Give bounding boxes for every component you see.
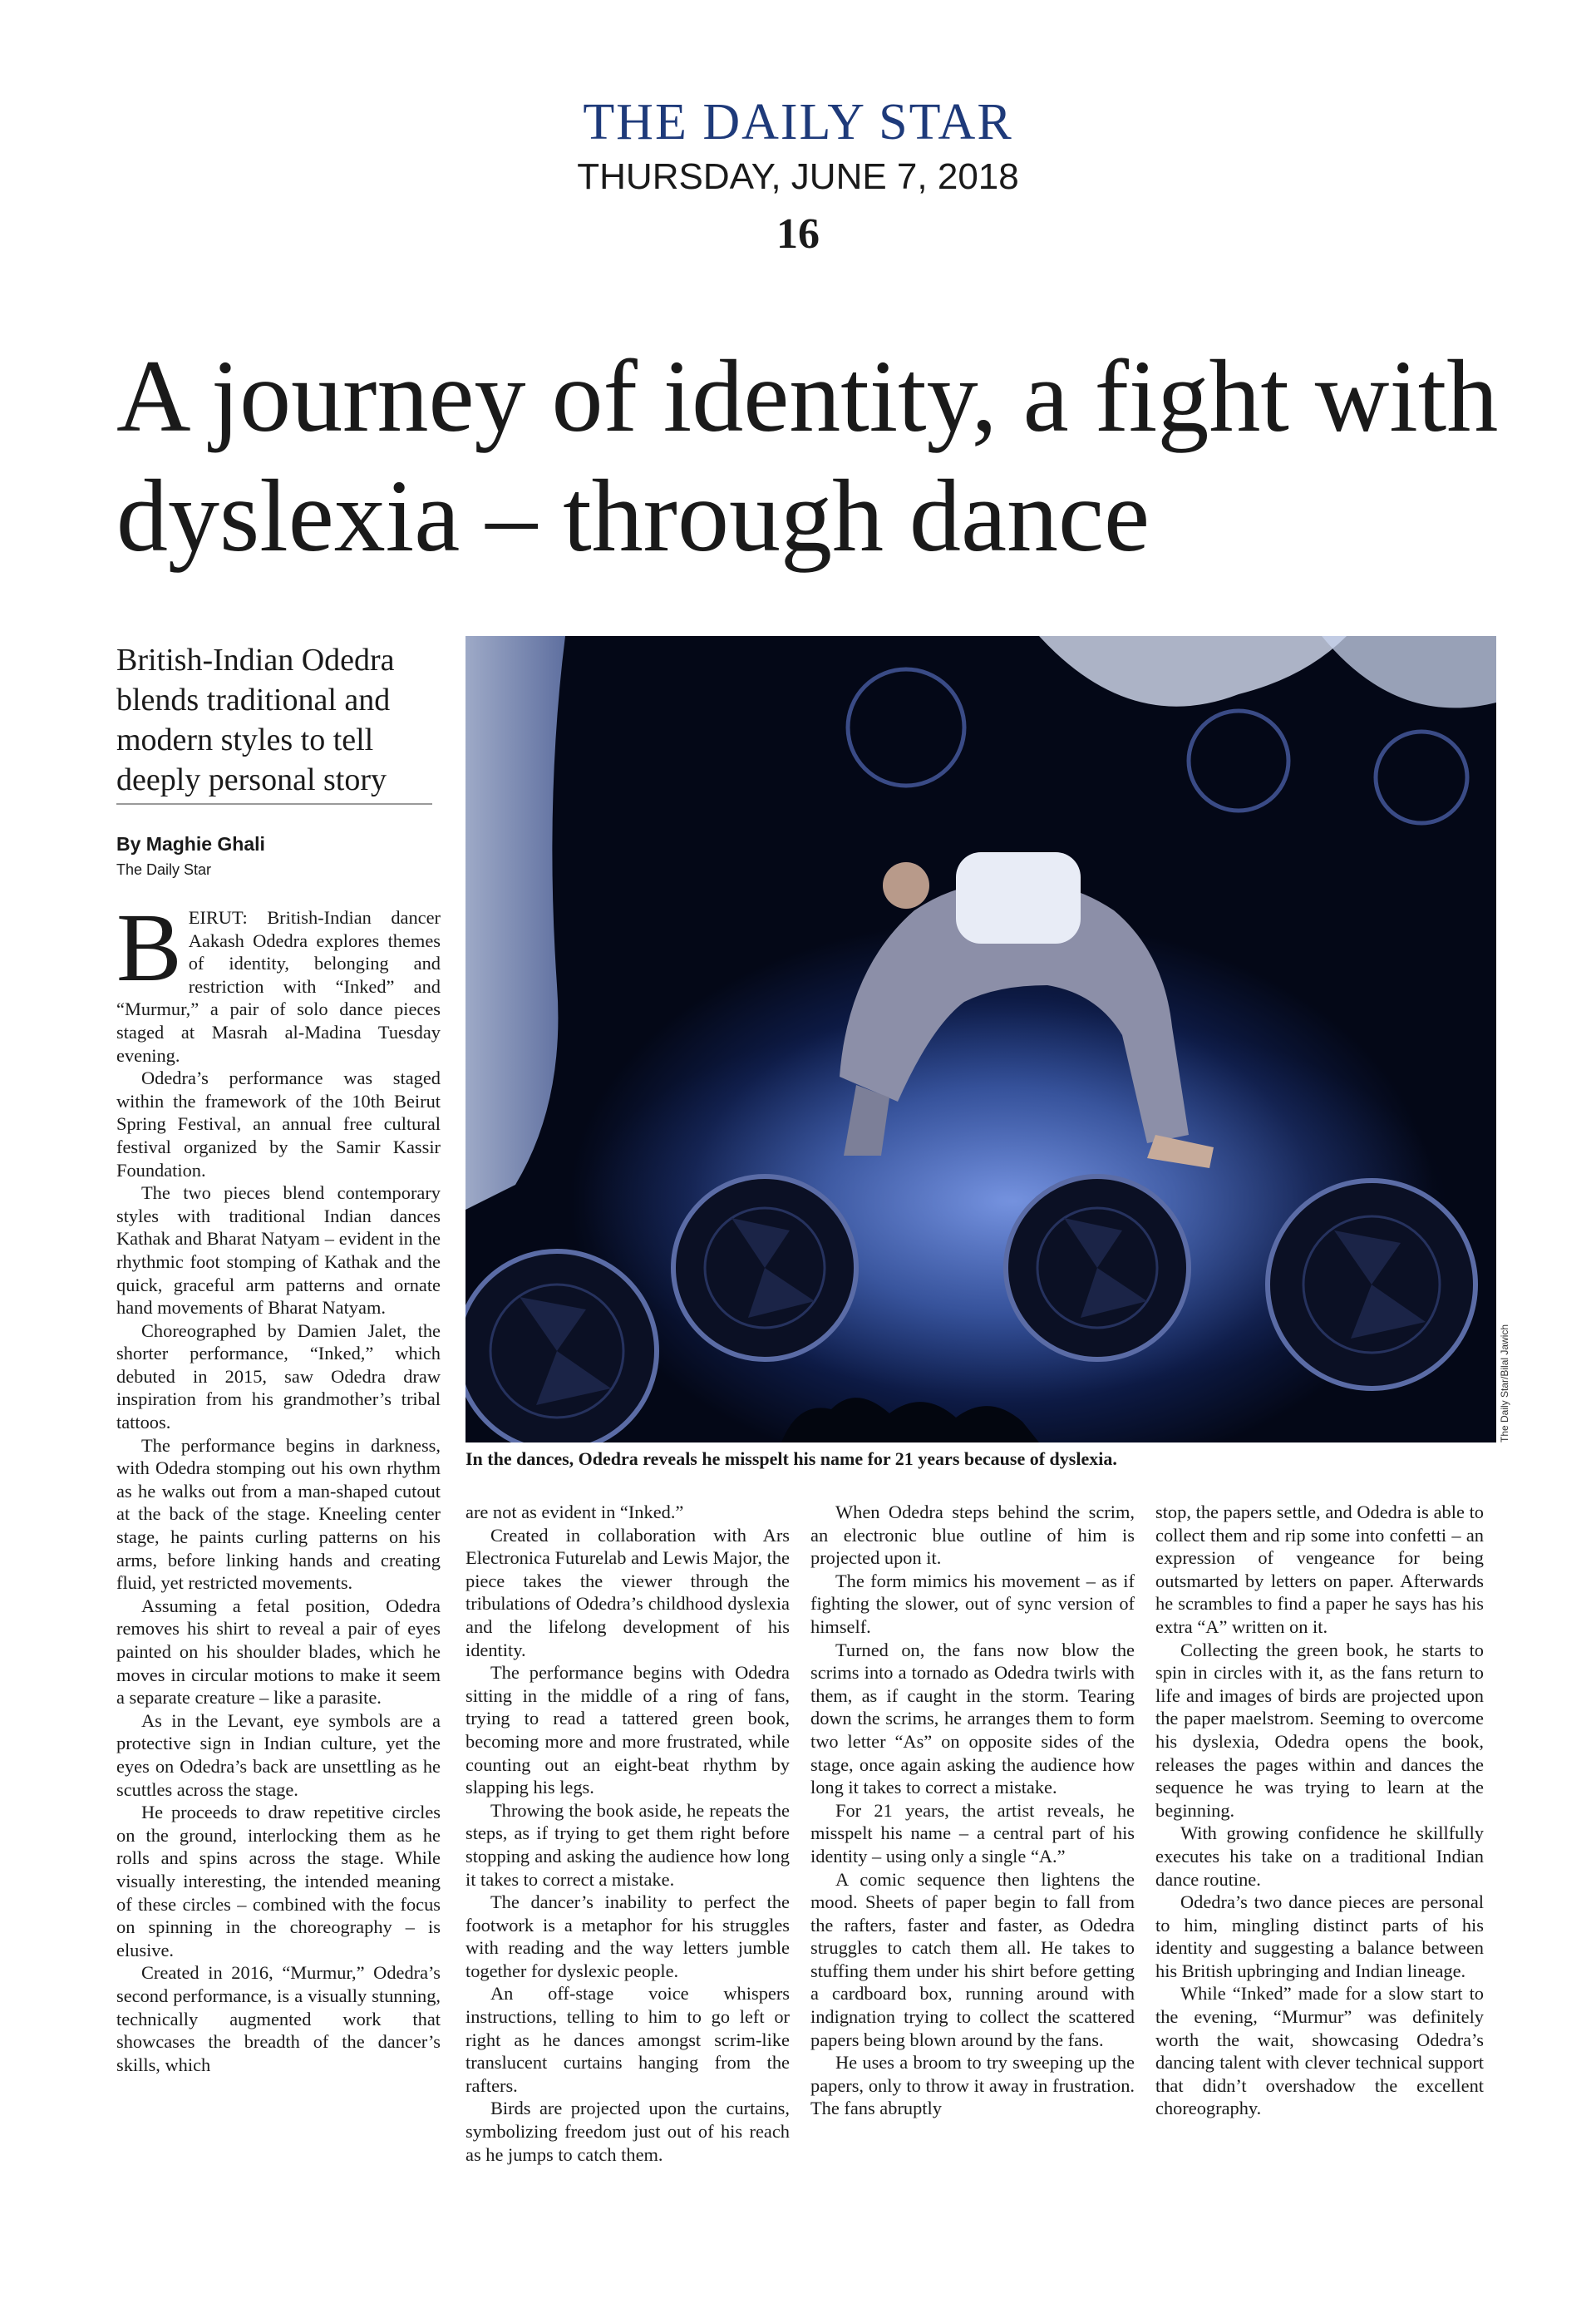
article-column-1 — [116, 893, 441, 2076]
article-paragraph: He proceeds to draw repetitive circles on the ground, interlocking them as he rolls and spins across the stage. While visually interesting, the intended meaning of these circles – combined with the focus on spinning in the choreography – is elusive. — [116, 1802, 441, 1960]
article-paragraph: The two pieces blend contemporary styles with traditional Indian dances Kathak and Bharat Natyam – evident in the rhythmic foot stomping of Kathak and the quick, graceful arm patterns and ornate hand movements of Bharat Natyam. — [116, 1182, 441, 1319]
article-paragraph: While “Inked” made for a slow start to the evening, “Murmur” was definitely worth the wait, showcasing Odedra’s dancing talent with clever technical support that didn’t overshadow the excellent choreography. — [1155, 1983, 1484, 2119]
article-column-2 — [466, 1501, 790, 2166]
article-paragraph: Odedra’s performance was staged within the framework of the 10th Beirut Spring Festival, an annual free cultural festival organized by the Samir Kassir Foundation. — [116, 1068, 441, 1181]
article-column-4 — [1155, 1501, 1484, 2120]
article-paragraph: The performance begins in darkness, with Odedra stomping out his own rhythm as he walks out from a man-shaped cutout at the back of the stage. Kneeling center stage, he paints curling patterns on his arms, before linking hands and creating fluid, yet restricted movements. — [116, 1434, 441, 1594]
article-paragraph: Birds are projected upon the curtains, symbolizing freedom just out of his reach as he jumps to catch them. — [466, 2098, 790, 2165]
headline: A journey of identity, a fight with dyslexia – through dance — [116, 339, 1499, 573]
deck-subheadline: British-Indian Odedra blends traditional and modern styles to tell deeply personal story — [116, 643, 395, 797]
article-paragraph: Throwing the book aside, he repeats the steps, as if trying to get them right before stopping and asking the audience how long it takes to correct a mistake. — [466, 1799, 790, 1890]
byline-author: By Maghie Ghali — [116, 833, 265, 855]
issue-date: THURSDAY, JUNE 7, 2018 — [577, 156, 1019, 197]
article-paragraph: Choreographed by Damien Jalet, the shorter performance, “Inked,” which debuted in 2015, saw Odedra draw inspiration from his grandmother’s tribal tattoos. — [116, 1319, 441, 1433]
article-paragraph: The dancer’s inability to perfect the footwork is a metaphor for his struggles with reading and the way letters jumble together for dyslexic people. — [466, 1891, 790, 1981]
article-paragraph: An off-stage voice whispers instructions, telling to him to go left or right as he dances amongst scrim-like translucent curtains hanging from the rafters. — [466, 1983, 790, 2096]
article-paragraph-lead: BEIRUT: British-Indian dancer Aakash Odedra explores themes of identity, belonging and restriction with “Inked” and “Murmur,” a pair of solo dance pieces staged at Masrah al-Madina Tuesday evening. — [116, 893, 441, 1066]
article-paragraph: Assuming a fetal position, Odedra removes his shirt to reveal a pair of eyes painted on his shoulder blades, which he moves in circular motions to make it seem a separate creature – like a parasite. — [116, 1595, 441, 1709]
article-paragraph: The performance begins with Odedra sitting in the middle of a ring of fans, trying to read a tattered green book, becoming more and more frustrated, while counting out an eight-beat rhythm by slapping his legs. — [466, 1662, 790, 1798]
photo-credit: The Daily Star/Bilal Jawich — [1499, 1324, 1510, 1442]
article-paragraph: When Odedra steps behind the scrim, an electronic blue outline of him is projected upon it. — [810, 1502, 1135, 1569]
article-paragraph: Turned on, the fans now blow the scrims into a tornado as Odedra twirls with them, as if caught in the storm. Tearing down the scrims, he arranges them to form two letter “As” on opposite sides of the stage, once again asking the audience how long it takes to correct a mistake. — [810, 1639, 1135, 1798]
article-paragraph: are not as evident in “Inked.” — [466, 1502, 684, 1522]
drop-cap: B — [116, 893, 182, 1002]
byline-source: The Daily Star — [116, 861, 212, 878]
article-paragraph: He uses a broom to try sweeping up the papers, only to throw it away in frustration. The fans abruptly — [810, 2052, 1135, 2119]
article-paragraph: The form mimics his movement – as if fighting the slower, out of sync version of himself. — [810, 1570, 1135, 1637]
masthead-title: THE DAILY STAR — [583, 94, 1013, 150]
dance-photo — [466, 636, 1496, 1442]
article-paragraph: A comic sequence then lightens the mood. Sheets of paper begin to fall from the rafters, faster and faster, as Odedra struggles to catch them all. He takes to stuffing them under his shirt before getting a cardboard box, running around with indignation trying to collect the scattered papers being blown around by the fans. — [810, 1868, 1135, 2050]
article-paragraph: Created in 2016, “Murmur,” Odedra’s second performance, is a visually stunning, technically augmented work that showcases the breadth of the dancer’s skills, which — [116, 1962, 441, 2075]
page-number: 16 — [776, 210, 820, 258]
dance-photo-illustration — [466, 636, 1496, 1442]
article-column-3 — [810, 1501, 1135, 2120]
deck-divider — [116, 803, 432, 805]
article-paragraph: Odedra’s two dance pieces are personal to him, mingling distinct parts of his identity and suggesting a balance between his British upbringing and Indian lineage. — [1155, 1891, 1484, 1981]
article-paragraph: Collecting the green book, he starts to spin in circles with it, as the fans return to life and images of birds are projected upon the paper maelstrom. Seeming to overcome his dyslexia, Odedra opens the book, releases the pages within and dances the sequence he was trying to learn at the beginning. — [1155, 1639, 1484, 1821]
article-paragraph: As in the Levant, eye symbols are a protective sign in Indian culture, yet the eyes on Odedra’s back are unsettling as he scuttles across the stage. — [116, 1709, 441, 1800]
article-paragraph: With growing confidence he skillfully executes his take on a traditional Indian dance routine. — [1155, 1822, 1484, 1890]
article-paragraph: Created in collaboration with Ars Electronica Futurelab and Lewis Major, the piece takes the viewer through the tribulations of Odedra’s childhood dyslexia and the lifelong development of his identity. — [466, 1524, 790, 1660]
article-paragraph: stop, the papers settle, and Odedra is able to collect them and rip some into confetti – an expression of vengeance for being outsmarted by letters on paper. Afterwards he scrambles to find a paper he says has his extra “A” written on it. — [1155, 1502, 1484, 1637]
photo-caption: In the dances, Odedra reveals he misspelt his name for 21 years because of dyslexia. — [466, 1448, 1117, 1469]
article-paragraph: For 21 years, the artist reveals, he misspelt his name – a central part of his identity – using only a single “A.” — [810, 1799, 1135, 1867]
